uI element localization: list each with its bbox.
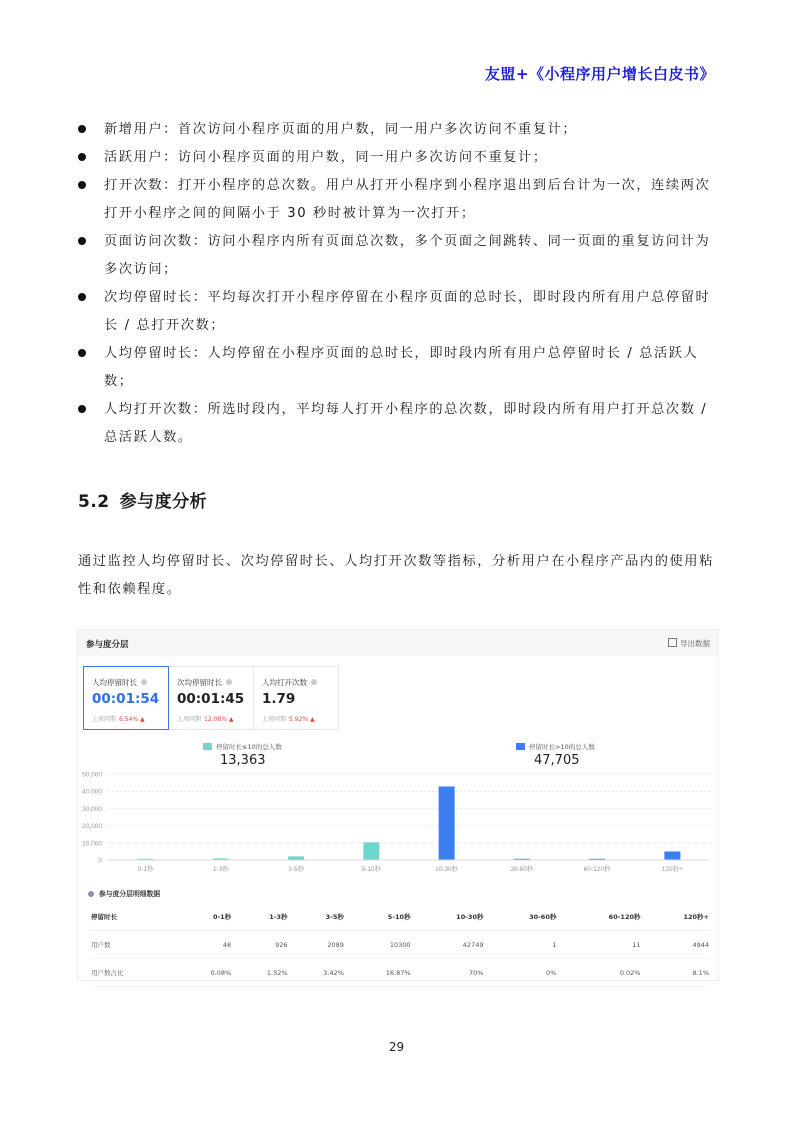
metric-label: 人均停留时长 [92,678,137,687]
metric-value: 00:01:54 [92,691,160,707]
arrow-up-icon: ▲ [228,716,234,723]
table-cell: 2089 [289,931,345,959]
x-tick-label: 3-5秒 [288,866,305,873]
legend-item-long-stay[interactable] [516,742,595,751]
arrow-up-icon: ▲ [310,716,315,723]
compare-percent: 12.08% [204,716,227,723]
legend-total-long-stay: 47,705 [534,753,580,768]
bar-short-stay[interactable] [288,856,304,860]
x-tick-label: 1-3秒 [212,866,229,873]
table-cell: 10300 [345,931,412,959]
table-header-row [90,902,710,931]
table-cell: 4944 [641,931,710,959]
table-cell: 用户数占比 [90,959,176,987]
table-cell: 0% [484,959,557,987]
export-icon [668,638,677,647]
bullet-avg-stay-per-open: 次均停留时长：平均每次打开小程序停留在小程序页面的总时长，即时段内所有用户总停留时长 / 总打开次数； [78,284,718,340]
table-cell: 42749 [412,931,485,959]
table-cell: 0.08% [176,959,232,987]
x-tick-label: 120秒+ [661,866,683,873]
legend-item-short-stay[interactable] [203,742,282,751]
bullet-avg-stay-per-user: 人均停留时长：人均停留在小程序页面的总时长，即时段内所有用户总停留时长 / 总活跃人数； [78,340,718,396]
engagement-detail-table [90,902,710,987]
export-label: 导出数据 [680,639,710,648]
section-title: 参与度分析 [119,492,208,512]
section-heading [78,487,207,512]
y-tick-label: 40,000 [82,788,102,796]
bullet-page-visits: 页面访问次数：访问小程序内所有页面总次数，多个页面之间跳转、同一页面的重复访问计为多次访问； [78,228,718,284]
y-tick-label: 30,000 [82,805,102,813]
bar-long-stay[interactable] [439,786,455,860]
table-title [88,888,160,898]
y-tick-label: 50,000 [82,771,102,779]
table-cell: 926 [232,931,288,959]
compare-percent: 5.92% [289,716,309,723]
info-icon[interactable] [311,679,317,685]
legend-swatch [203,743,212,750]
definition-list [78,116,718,452]
col-header: 0-1秒 [176,902,232,931]
document-header-title: 友盟+《小程序用户增长白皮书》 [484,65,715,83]
metric-value: 1.79 [262,691,296,707]
metric-cards [83,666,338,730]
section-dot-icon [88,891,94,897]
panel-title: 参与度分层 [86,640,129,650]
panel-header [78,630,718,656]
x-tick-label: 30-60秒 [510,866,534,873]
info-icon[interactable] [226,679,232,685]
table-cell: 0.02% [557,959,641,987]
table-row [90,959,710,987]
col-header: 30-60秒 [484,902,557,931]
table-cell: 70% [412,959,485,987]
legend-swatch [516,743,525,750]
table-title-text: 参与度分层明细数据 [99,890,161,898]
y-tick-label: 10,000 [82,840,102,848]
table-cell: 48 [176,931,232,959]
metric-card-avg-stay-per-open[interactable] [168,666,254,730]
table-cell: 3.42% [289,959,345,987]
col-header: 5-10秒 [345,902,412,931]
table-row [90,931,710,959]
table-cell: 8.1% [641,959,710,987]
table-cell: 11 [557,931,641,959]
x-tick-label: 0-1秒 [137,866,154,873]
col-header: 3-5秒 [289,902,345,931]
bullet-open-count: 打开次数：打开小程序的总次数。用户从打开小程序到小程序退出到后台计为一次，连续两次打开小程序之间的间隔小于 30 秒时被计算为一次打开； [78,172,718,228]
compare-percent: 6.54% [119,716,139,723]
y-tick-label: 0 [98,857,102,865]
x-tick-label: 60-120秒 [583,866,611,873]
table-cell: 16.87% [345,959,412,987]
metric-card-avg-opens-per-user[interactable] [253,666,339,730]
col-header: 120秒+ [641,902,710,931]
bullet-active-users: 活跃用户：访问小程序页面的用户数，同一用户多次访问不重复计； [78,144,718,172]
y-tick-label: 20,000 [82,823,102,831]
metric-label: 次均停留时长 [177,678,222,687]
legend-total-short-stay: 13,363 [220,753,266,768]
page-number: 29 [388,1040,405,1054]
legend-label: 停留时长≤10的总人数 [216,743,282,751]
engagement-bar-chart [78,766,718,876]
legend-label: 停留时长>10的总人数 [529,743,595,751]
intro-paragraph: 通过监控人均停留时长、次均停留时长、人均打开次数等指标，分析用户在小程序产品内的使用粘性和依赖程度。 [78,554,714,597]
table-cell: 用户数 [90,931,176,959]
compare-label: 上周同期 [92,716,117,723]
x-tick-label: 10-30秒 [435,866,459,873]
col-header: 60-120秒 [557,902,641,931]
metric-card-avg-stay-per-user[interactable] [83,666,169,730]
compare-label: 上周同期 [262,716,287,723]
compare-label: 上周同期 [177,716,202,723]
metric-label: 人均打开次数 [262,678,307,687]
table-cell: 1.52% [232,959,288,987]
bar-short-stay[interactable] [363,842,379,860]
metric-value: 00:01:45 [177,691,245,707]
table-cell: 1 [484,931,557,959]
arrow-up-icon: ▲ [140,716,145,723]
col-header: 停留时长 [90,902,176,931]
x-tick-label: 5-10秒 [361,866,382,873]
bullet-new-users: 新增用户：首次访问小程序页面的用户数，同一用户多次访问不重复计； [78,116,718,144]
info-icon[interactable] [141,679,147,685]
col-header: 10-30秒 [412,902,485,931]
col-header: 1-3秒 [232,902,288,931]
export-data-button[interactable] [668,638,710,649]
bullet-avg-opens-per-user: 人均打开次数：所选时段内，平均每人打开小程序的总次数，即时段内所有用户打开总次数 / 总活跃人数。 [78,396,718,452]
bar-long-stay[interactable] [664,851,680,860]
engagement-panel [78,630,718,980]
section-number: 5.2 [78,492,110,512]
